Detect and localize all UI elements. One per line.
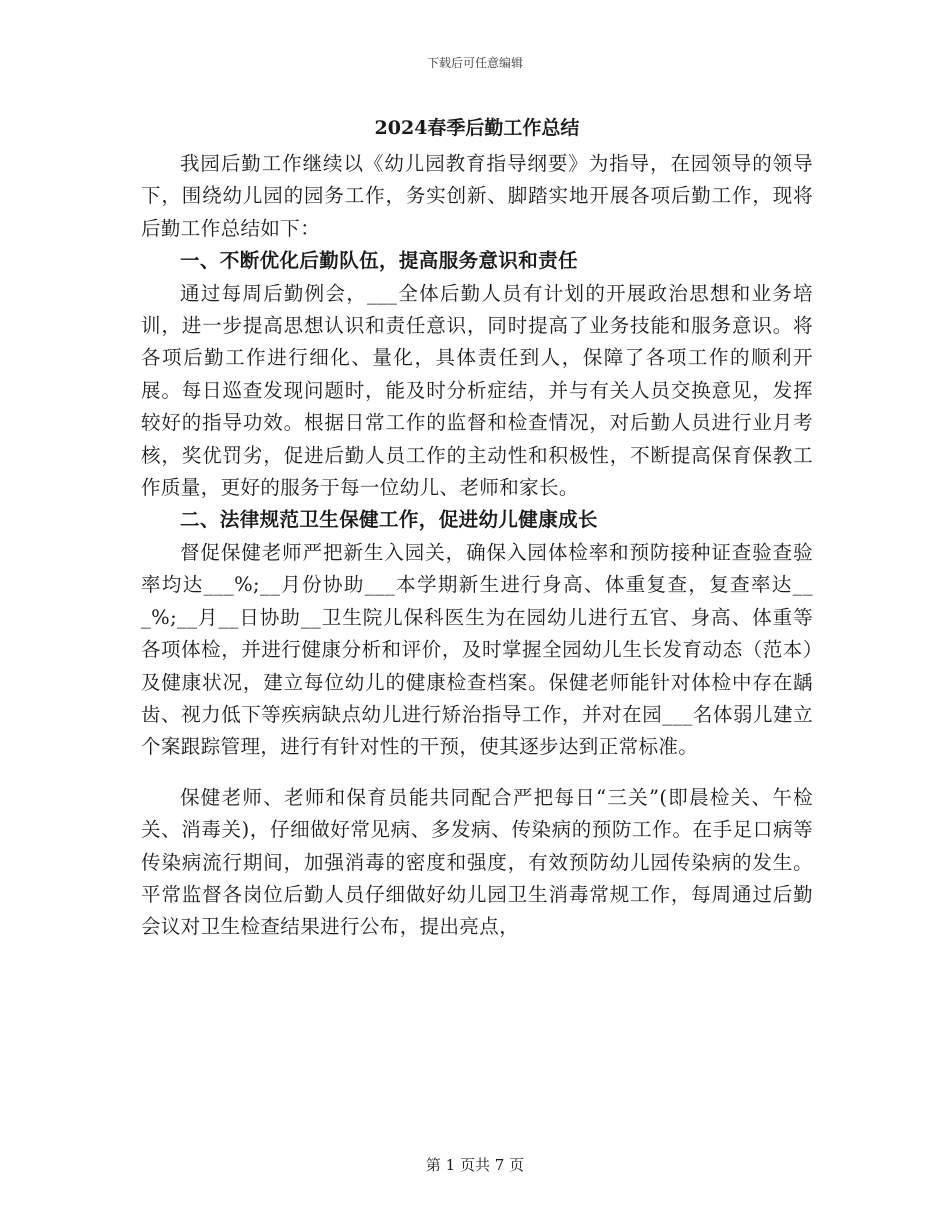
paragraph-gap: [141, 764, 813, 782]
header-note: 下载后可任意编辑: [426, 56, 523, 70]
section-2-heading: 二、法律规范卫生保健工作，促进幼儿健康成长: [180, 508, 598, 532]
section-1-paragraph: 通过每周后勤例会，___全体后勤人员有计划的开展政治思想和业务培训，进一步提高思想认识和责任意识，同时提高了业务技能和服务意识。将各项后勤工作进行细化、量化，具体责任到人，保障了各项工作的顺利开展。每日巡查发现问题时，能及时分析症结，并与有关人员交换意见，发挥较好的指导功效。根据日常工作的监督和检查情况，对后勤人员进行业月考核，奖优罚劣，促进后勤人员工作的主动性和积极性，不断提高保育保教工作质量，更好的服务于每一位幼儿、老师和家长。: [141, 281, 813, 500]
section-1-heading: 一、不断优化后勤队伍，提高服务意识和责任: [180, 249, 579, 273]
section-2-paragraph-2: 保健老师、老师和保育员能共同配合严把每日“三关”(即晨检关、午检关、消毒关)，仔细做好常见病、多发病、传染病的预防工作。在手足口病等传染病流行期间，加强消毒的密度和强度，有效预防幼儿园传染病的发生。平常监督各岗位后勤人员仔细做好幼儿园卫生消毒常规工作，每周通过后勤会议对卫生检查结果进行公布，提出亮点，: [141, 785, 813, 939]
intro-paragraph: 我园后勤工作继续以《幼儿园教育指导纲要》为指导，在园领导的领导下，围绕幼儿园的园务工作，务实创新、脚踏实地开展各项后勤工作，现将后勤工作总结如下：: [141, 152, 813, 240]
section-2-paragraph-1: 督促保健老师严把新生入园关，确保入园体检率和预防接种证查验查验率均达___%;__月份协助___本学期新生进行身高、体重复查，复查率达___%;__月__日协助__卫生院儿保科医生为在园幼儿进行五官、身高、体重等各项体检，并进行健康分析和评价，及时掌握全园幼儿生长发育动态（范本）及健康状况，建立每位幼儿的健康检查档案。保健老师能针对体检中存在龋齿、视力低下等疾病缺点幼儿进行矫治指导工作，并对在园___名体弱儿建立个案跟踪管理，进行有针对性的干预，使其逐步达到正常标准。: [141, 540, 813, 759]
page-footer: [0, 1154, 950, 1175]
document-body: [141, 110, 813, 944]
document-title: 2024春季后勤工作总结: [374, 117, 580, 139]
page-number: 第 1 页共 7 页: [425, 1156, 525, 1174]
